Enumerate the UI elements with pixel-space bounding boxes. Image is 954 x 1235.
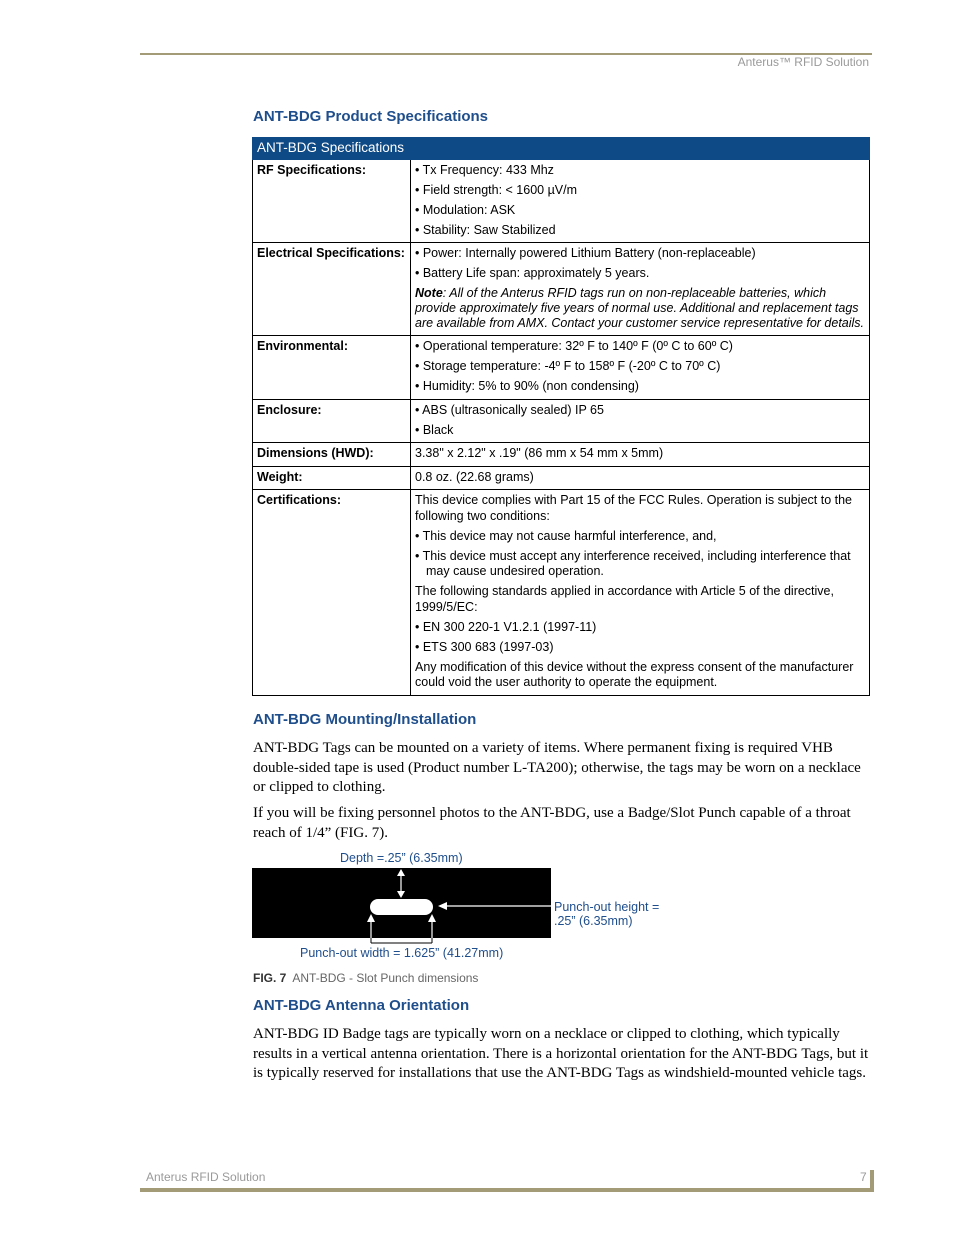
slot-punch-diagram bbox=[252, 868, 551, 938]
modification-warning: Any modification of this device without the express consent of the manufacturer could void the user authority to operate the equipment. bbox=[415, 659, 854, 689]
antenna-section-title: ANT-BDG Antenna Orientation bbox=[253, 997, 470, 1014]
table-row-environmental bbox=[253, 336, 870, 400]
list-item: • Storage temperature: -4º F to 158º F (-20º C to 70º C) bbox=[415, 359, 721, 373]
list-item: • Operational temperature: 32º F to 140º F (0º C to 60º C) bbox=[415, 339, 733, 353]
list-item: • Power: Internally powered Lithium Battery (non-replaceable) bbox=[415, 246, 756, 260]
figure-caption-text: ANT-BDG - Slot Punch dimensions bbox=[292, 971, 479, 985]
dimensions-label: Dimensions (HWD): bbox=[253, 443, 411, 467]
width-right-arrow-icon bbox=[428, 914, 436, 922]
figure-caption bbox=[253, 971, 478, 985]
running-footer: Anterus RFID Solution bbox=[146, 1170, 266, 1184]
list-item: • This device must accept any interference received, including interference that may cause undesired operation. bbox=[415, 548, 851, 578]
table-row-dimensions bbox=[253, 443, 870, 467]
enclosure-label: Enclosure: bbox=[253, 399, 411, 443]
spec-table bbox=[252, 137, 870, 696]
width-label: Punch-out width = 1.625” (41.27mm) bbox=[300, 946, 504, 960]
running-header: Anterus™ RFID Solution bbox=[737, 55, 869, 69]
width-left-arrow-icon bbox=[367, 914, 375, 922]
depth-label: Depth =.25” (6.35mm) bbox=[340, 851, 463, 865]
page-number: 7 bbox=[860, 1170, 867, 1184]
table-row-certifications bbox=[253, 490, 870, 696]
spec-table-header-row bbox=[253, 138, 870, 160]
list-item: • Modulation: ASK bbox=[415, 202, 516, 217]
list-item: • ABS (ultrasonically sealed) IP 65 bbox=[415, 402, 604, 417]
slot-punch-figure bbox=[252, 868, 551, 938]
list-item: • Battery Life span: approximately 5 years. bbox=[415, 266, 650, 280]
footer-rule bbox=[140, 1188, 874, 1192]
list-item: • Black bbox=[415, 422, 454, 437]
electrical-values bbox=[411, 243, 870, 336]
spec-table-header: ANT-BDG Specifications bbox=[253, 138, 870, 160]
note-text: : All of the Anterus RFID tags run on non-replaceable batteries, which provide approximately five years of normal use. Additional and replacement tags are available from AMX. Contact your customer service representative for details. bbox=[415, 286, 865, 330]
height-arrow-icon bbox=[438, 902, 447, 910]
table-row-electrical bbox=[253, 243, 870, 336]
list-item: • Humidity: 5% to 90% (non condensing) bbox=[415, 379, 639, 393]
certifications-label: Certifications: bbox=[253, 490, 411, 696]
mounting-paragraph-1: ANT-BDG Tags can be mounted on a variety of items. Where permanent fixing is required VHB double-sided tape is used (Product number L-TA200); otherwise, the tags may be worn on a necklace or clipped to clothing. bbox=[253, 740, 861, 795]
rf-values bbox=[411, 159, 870, 243]
weight-label: Weight: bbox=[253, 466, 411, 490]
table-row-rf bbox=[253, 159, 870, 243]
specs-section-title: ANT-BDG Product Specifications bbox=[253, 108, 489, 125]
punch-out-slot bbox=[370, 899, 433, 915]
list-item: • EN 300 220-1 V1.2.1 (1997-11) bbox=[415, 619, 597, 634]
table-row-enclosure bbox=[253, 399, 870, 443]
mounting-paragraph-2: If you will be fixing personnel photos to the ANT-BDG, use a Badge/Slot Punch capable of a throat reach of 1/4” (FIG. 7). bbox=[253, 805, 851, 841]
table-row-weight bbox=[253, 466, 870, 490]
height-label bbox=[554, 900, 659, 928]
list-item: • This device may not cause harmful interference, and, bbox=[415, 528, 717, 543]
list-item: • Stability: Saw Stabilized bbox=[415, 222, 556, 237]
figure-number: FIG. 7 bbox=[253, 971, 287, 985]
list-item: • Tx Frequency: 433 Mhz bbox=[415, 162, 554, 177]
environmental-label: Environmental: bbox=[253, 336, 411, 400]
battery-note bbox=[415, 286, 865, 331]
width-dimension-bracket bbox=[360, 938, 450, 946]
rf-label: RF Specifications: bbox=[253, 159, 411, 243]
list-item: • Field strength: < 1600 µV/m bbox=[415, 182, 578, 197]
antenna-paragraph: ANT-BDG ID Badge tags are typically worn on a necklace or clipped to clothing, which typically results in a vertical antenna orientation. There is a horizontal orientation for the ANT-BDG Tags, but it is typically reserved for installations that use the ANT-BDG Tags as windshield-mounted vehicle tags. bbox=[253, 1026, 869, 1081]
depth-arrow-down-icon bbox=[397, 891, 405, 898]
dimensions-value: 3.38" x 2.12" x .19" (86 mm x 54 mm x 5mm) bbox=[411, 443, 870, 467]
certifications-values bbox=[411, 490, 870, 696]
height-label-line-1: Punch-out height = bbox=[554, 900, 660, 914]
environmental-values bbox=[411, 336, 870, 400]
standards-intro: The following standards applied in accordance with Article 5 of the directive, 1999/5/EC: bbox=[415, 584, 834, 614]
height-label-line-2: .25” (6.35mm) bbox=[554, 914, 633, 928]
list-item: • ETS 300 683 (1997-03) bbox=[415, 639, 554, 654]
enclosure-values bbox=[411, 399, 870, 443]
mounting-section-title: ANT-BDG Mounting/Installation bbox=[253, 711, 477, 728]
note-label: Note bbox=[415, 286, 443, 300]
fcc-intro: This device complies with Part 15 of the FCC Rules. Operation is subject to the following two conditions: bbox=[415, 493, 852, 523]
electrical-label: Electrical Specifications: bbox=[253, 243, 411, 336]
weight-value: 0.8 oz. (22.68 grams) bbox=[411, 466, 870, 490]
depth-arrow-up-icon bbox=[397, 869, 405, 876]
